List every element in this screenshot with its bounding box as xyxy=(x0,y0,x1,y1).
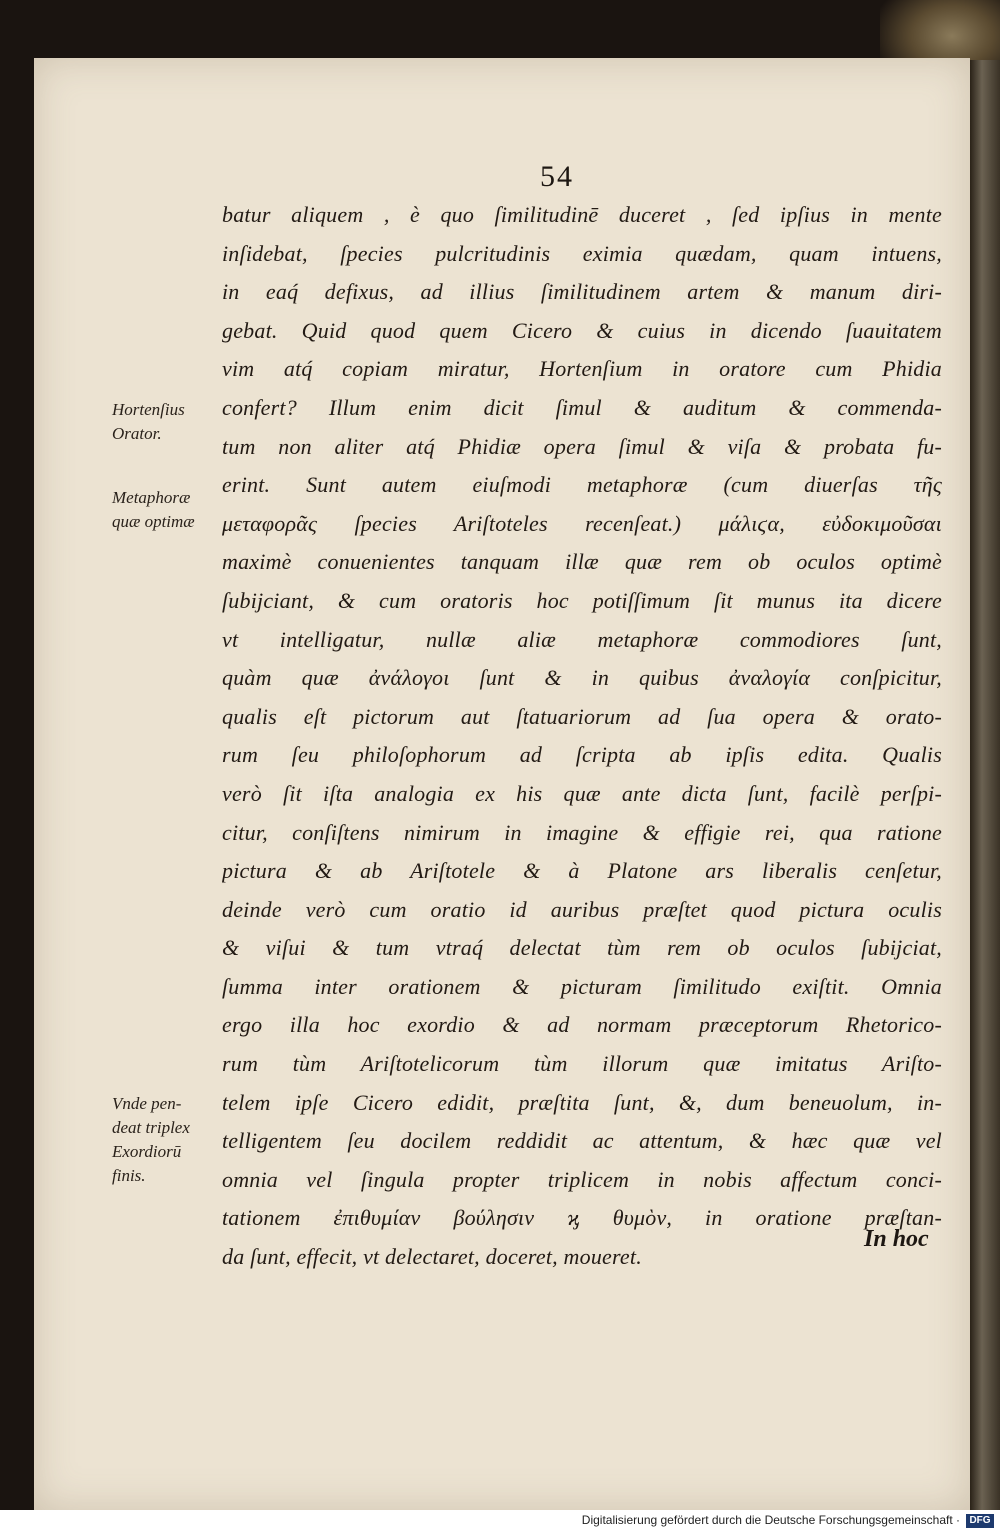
text-line: erint. Sunt autem eiuſmodi metaphoræ (cum diuerſas τῆς xyxy=(222,472,942,498)
text-line: deinde verò cum oratio id auribus præſtet quod pictura oculis xyxy=(222,896,942,922)
text-line: pictura & ab Ariſtotele & à Platone ars liberalis cenſetur, xyxy=(222,858,942,884)
text-line: batur aliquem , è quo ſimilitudinē duceret , ſed ipſius in mente xyxy=(222,202,942,227)
catchword: In hoc xyxy=(864,1226,929,1252)
text-line: ſumma inter orationem & picturam ſimilitudo exiſtit. Omnia xyxy=(222,973,942,999)
page-edge xyxy=(970,60,1000,1510)
marginal-line: Exordiorū xyxy=(112,1142,182,1161)
text-line: verò ſit iſta analogia ex his quæ ante dicta ſunt, facilè perſpi- xyxy=(222,780,942,806)
text-line: ſubijciant, & cum oratoris hoc potiſſimum ſit munus ita dicere xyxy=(222,587,942,613)
marginal-note-hortensius xyxy=(112,398,224,446)
text-line: confert? Illum enim dicit ſimul & auditum & commenda- xyxy=(222,394,942,420)
marginal-line: deat triplex xyxy=(112,1118,190,1137)
text-line: telem ipſe Cicero edidit, præſtita ſunt, &, dum beneuolum, in- xyxy=(222,1089,942,1115)
text-line: vim atq́ copiam miratur, Hortenſium in oratore cum Phidia xyxy=(222,356,942,382)
marginal-line: Hortenſius xyxy=(112,400,185,419)
text-line: inſidebat, ſpecies pulcritudinis eximia quædam, quam intuens, xyxy=(222,240,942,266)
text-line: da ſunt, effecit, vt delectaret, doceret, moueret. xyxy=(222,1244,642,1270)
text-line: μεταφορᾶς ſpecies Ariſtoteles recenſeat.) μάλιϛα, εὐδοκιμοῦσαι xyxy=(222,510,942,536)
page-number: 54 xyxy=(540,160,574,193)
text-line: tationem ἐπιθυμίαν βούλησιν ϗ θυμὸν, in oratione præſtan- xyxy=(222,1205,942,1231)
text-line: maximè conuenientes tanquam illæ quæ rem ob oculos optimè xyxy=(222,549,942,575)
text-line: qualis eſt pictorum aut ſtatuariorum ad ſua opera & orato- xyxy=(222,703,942,729)
text-line: rum tùm Ariſtotelicorum tùm illorum quæ imitatus Ariſto- xyxy=(222,1051,942,1077)
text-line: quàm quæ ἀνάλογοι ſunt & in quibus ἀναλογία conſpicitur, xyxy=(222,665,942,691)
dfg-logo: DFG xyxy=(966,1514,994,1528)
marginal-line: quæ optimæ xyxy=(112,512,195,531)
text-line: citur, conſiſtens nimirum in imagine & effigie rei, qua ratione xyxy=(222,819,942,845)
footer-bar xyxy=(0,1510,1000,1532)
marginal-note-metaphorae xyxy=(112,486,224,534)
text-line: telligentem ſeu docilem reddidit ac attentum, & hæc quæ vel xyxy=(222,1128,942,1154)
text-line: omnia vel ſingula propter triplicem in nobis affectum conci- xyxy=(222,1166,942,1192)
marginal-line: finis. xyxy=(112,1166,146,1185)
text-line: in eaq́ defixus, ad illius ſimilitudinem artem & manum diri- xyxy=(222,279,942,305)
funding-credit: Digitalisierung gefördert durch die Deutsche Forschungsgemeinschaft · xyxy=(581,1513,960,1527)
marginal-note-exordiorum xyxy=(112,1092,224,1188)
marginal-line: Vnde pen- xyxy=(112,1094,182,1113)
text-line: tum non aliter atq́ Phidiæ opera ſimul & viſa & probata fu- xyxy=(222,433,942,459)
body-text xyxy=(222,196,942,1277)
marginal-line: Orator. xyxy=(112,424,162,443)
marginal-line: Metaphoræ xyxy=(112,488,191,507)
text-line: vt intelligatur, nullæ aliæ metaphoræ commodiores ſunt, xyxy=(222,626,942,652)
text-line: & viſui & tum vtraq́ delectat tùm rem ob oculos ſubijciat, xyxy=(222,935,942,961)
text-line: ergo illa hoc exordio & ad normam præceptorum Rhetorico- xyxy=(222,1012,942,1038)
text-line: gebat. Quid quod quem Cicero & cuius in dicendo ſuauitatem xyxy=(222,317,942,343)
text-line: rum ſeu philoſophorum ad ſcripta ab ipſis edita. Qualis xyxy=(222,742,942,768)
